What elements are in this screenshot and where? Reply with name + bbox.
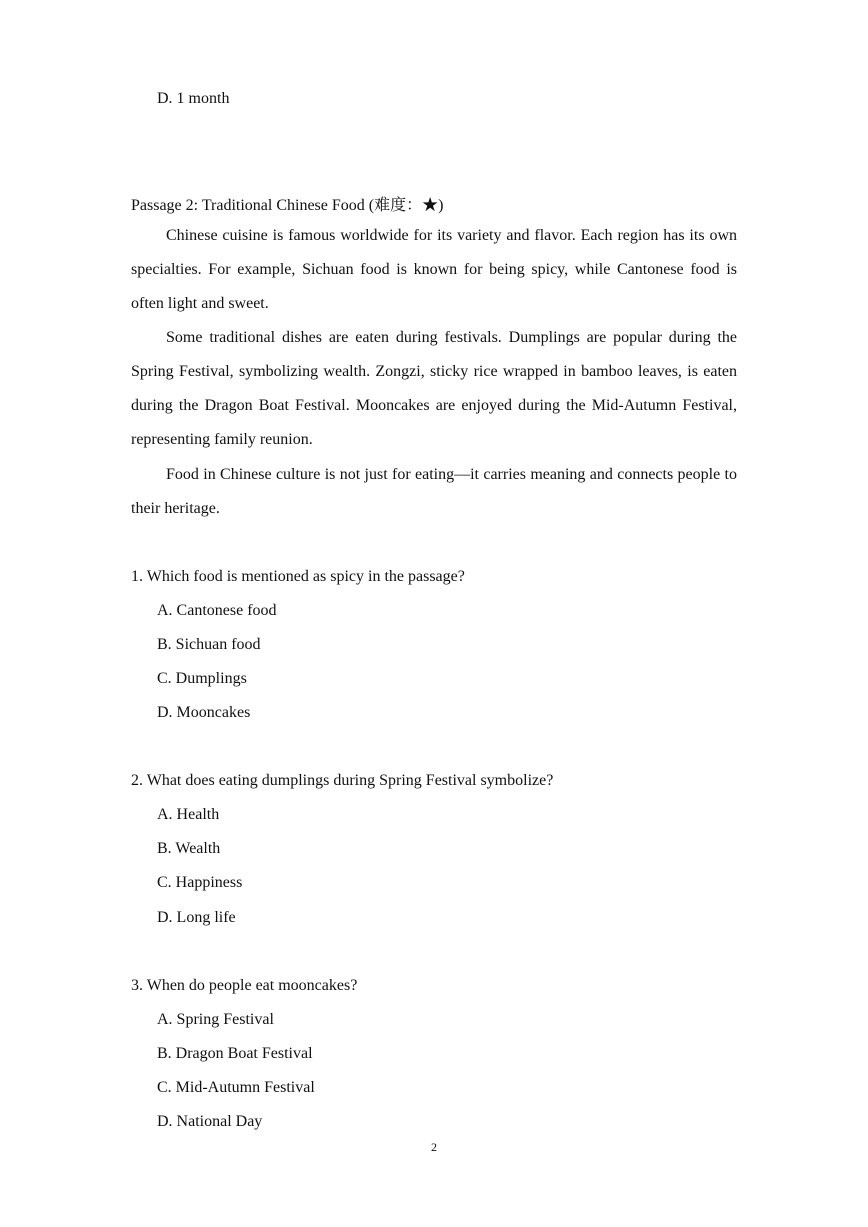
question-3-option-b: B. Dragon Boat Festival (157, 1045, 313, 1062)
passage-paragraph-3: Food in Chinese culture is not just for eating—it carries meaning and connects people to their heritage. (131, 466, 737, 517)
prev-question-option-d: D. 1 month (157, 90, 230, 107)
question-3-option-d: D. National Day (157, 1113, 263, 1130)
question-1-option-c: C. Dumplings (157, 670, 247, 687)
question-2-option-b: B. Wealth (157, 840, 221, 857)
question-3-option-c: C. Mid-Autumn Festival (157, 1079, 315, 1096)
question-1-option-b: B. Sichuan food (157, 636, 261, 653)
question-2-text: 2. What does eating dumplings during Spring Festival symbolize? (131, 772, 554, 789)
question-3-option-a: A. Spring Festival (157, 1011, 274, 1028)
passage-paragraph-2: Some traditional dishes are eaten during festivals. Dumplings are popular during the Spring Festival, symbolizing wealth. Zongzi, sticky rice wrapped in bamboo leaves, is eaten during the Dragon Boat Festival. Mooncakes are enjoyed during the Mid-Autumn Festival, representing family reunion. (131, 329, 737, 448)
question-2-option-c: C. Happiness (157, 874, 243, 891)
question-2-option-d: D. Long life (157, 909, 236, 926)
question-3-text: 3. When do people eat mooncakes? (131, 977, 358, 994)
page-number: 2 (431, 1140, 437, 1154)
question-1-text: 1. Which food is mentioned as spicy in the passage? (131, 568, 465, 585)
question-1-option-d: D. Mooncakes (157, 704, 251, 721)
question-2-option-a: A. Health (157, 806, 220, 823)
question-1-option-a: A. Cantonese food (157, 602, 277, 619)
passage-title: Passage 2: Traditional Chinese Food (难度：★) (131, 197, 444, 214)
passage-paragraph-1: Chinese cuisine is famous worldwide for its variety and flavor. Each region has its own specialties. For example, Sichuan food is known for being spicy, while Cantonese food is often light and sweet. (131, 227, 737, 312)
